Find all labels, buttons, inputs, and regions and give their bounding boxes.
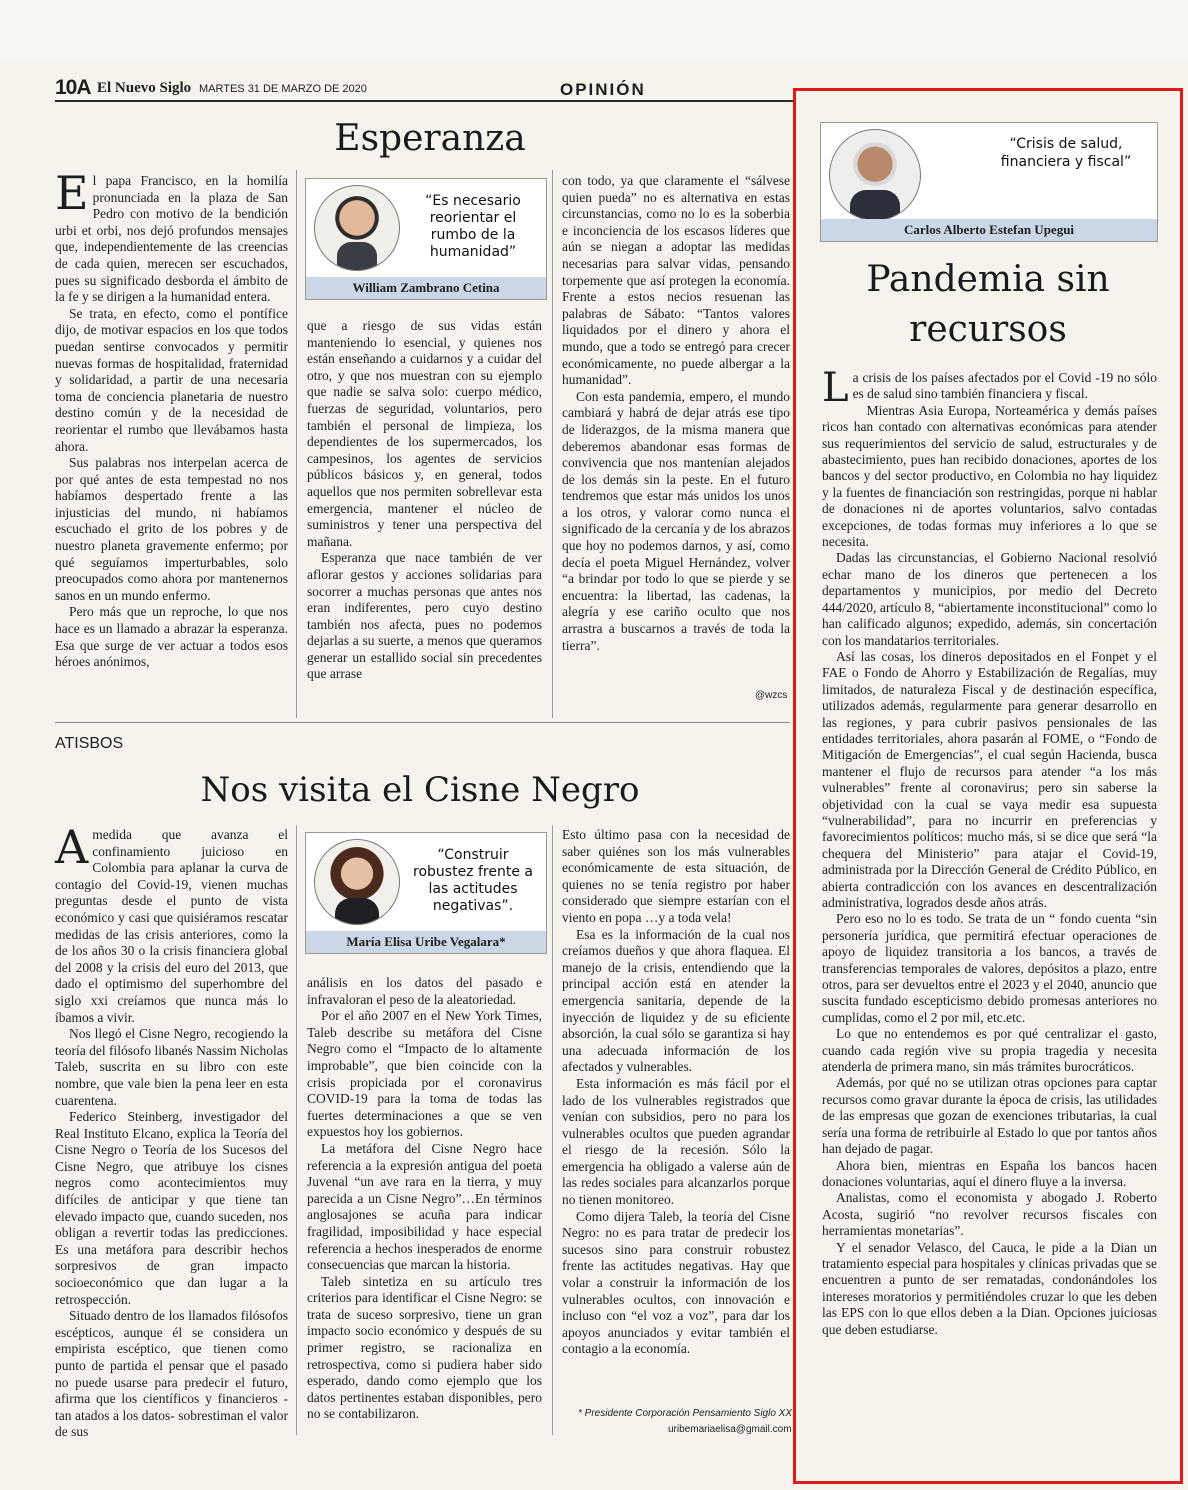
jacket-shape xyxy=(335,898,379,925)
esperanza-author-box xyxy=(305,178,547,300)
paragraph: Esperanza que nace también de ver aflorar gestos y acciones solidarias para socorrer a muchas personas que antes nos eran indiferentes, pero cuyo destino también nos afecta, pues no podemos dejarlas a su suerte, a menos que queramos generar un estallido social sin precedentes que arrase xyxy=(307,550,542,682)
pandemia-quote: “Crisis de salud, financiera y fiscal” xyxy=(1000,136,1132,170)
paragraph: Esa es la información de la cual nos creíamos dueños y que ahora flaquea. El manejo de la crisis, entendiendo que la principal acción está en atender la emergencia sanitaria, depende de la inyección de liquidez y de su eficiente absorción, la cual sólo se garantiza si hay una adecuada información de los afectados y vulnerables. xyxy=(562,926,790,1075)
paragraph: Taleb sintetiza en su artículo tres criterios para identificar el Cisne Negro: se trata de suceso sorpresivo, tiene un gran impacto socio económico y después de su primer registro, se racionaliza en retrospectiva, como si pudiera haber sido esperado, dando como ejemplo que los datos pertinentes estaban disponibles, pero no se contabilizaron. xyxy=(307,1273,542,1422)
paper-name: El Nuevo Siglo xyxy=(97,80,192,96)
pandemia-author-name: Carlos Alberto Estefan Upegui xyxy=(821,219,1157,241)
pandemia-title: Pandemia sin recursos xyxy=(866,259,1110,350)
atisbos-author-box xyxy=(305,832,547,954)
drop-cap: A xyxy=(55,820,89,874)
scan-top-margin xyxy=(0,0,1188,60)
masthead-rule xyxy=(55,100,795,102)
atisbos-title: Nos visita el Cisne Negro xyxy=(200,770,640,810)
paragraph: Esta información es más fácil por el lado de los vulnerables registrados que venían con subsidios, pero no para los vulnerables ocultos que pueden agrandar el riesgo de la recesión. Sólo la emergencia ha obligado a valerse aún de las redes sociales para alcanzarlos porque no tienen monitoreo. xyxy=(562,1075,790,1208)
paragraph: que a riesgo de sus vidas están manteniendo lo esencial, y quienes nos están enseñando a cuidarnos y a cuidar del otro, y que nos muestran con su ejemplo que nadie se salva solo: cuerpo médico, fuerzas de seguridad, voluntarios, pero también el personal de limpieza, los dependientes de los supermercados, los campesinos, los agentes de servicios públicos básicos y, en general, todos aquellos que nos permiten sobrellevar esta emergencia, mantener el núcleo de suministros y tener una perspectiva del mañana. xyxy=(307,318,542,549)
paragraph: La crisis de los países afectados por el Covid -19 no sólo es de salud sino también financiera y fiscal. xyxy=(822,370,1157,411)
paragraph: Además, por qué no se utilizan otras opciones para captar recursos como gravar durante la época de crisis, las utilidades de las empresas que gozan de exenciones tributarias, la cual sería una forma de retribuirle al Estado lo que por tantos años han dejado de pagar. xyxy=(822,1075,1157,1157)
paragraph: Así las cosas, los dineros depositados en el Fonpet y el FAE o Fondo de Ahorro y Estabilización de Regalías, muy limitados, de naturaleza Fiscal y de destinación específica, utilizados además, regularmente para generar desarrollo en las regiones, y para cubrir pasivos pensionales de las entidades territoriales, ahora pasarán al FOME, o “Fondo de Mitigación de Emergencias”, el cual según Hacienda, busca mantener el flujo de recursos para atender “a los más vulnerables” frente al coronavirus; pero sin saberse la objetividad con la cual se vaya medir esa supuesta “vulnerabilidad”, para no incurrir en preferencias y favorecimientos políticos: mucho más, si se dice que será “la chequera del Ministerio” para atajar el Covid-19, administrada por la Dirección General de Crédito Público, en abierta contradicción con los avances en descentralización administrativa, logrados desde años atrás. xyxy=(822,648,1157,910)
esperanza-column-1 xyxy=(55,166,288,671)
esperanza-column-2 xyxy=(307,318,542,683)
esperanza-column-3 xyxy=(562,173,790,688)
paragraph: Se trata, en efecto, como el pontífice dijo, de motivar espacios en los que todos puedan sentirse convocados y permitir nuevas formas de hospitalidad, fraternidad y solidaridad, a partir de una necesaria toma de conciencia planetaria de nuestro destino común y de la necesidad de reorientar el rumbo que llevábamos hasta ahora. xyxy=(55,305,288,454)
suit-shape xyxy=(850,190,900,220)
paragraph: Con esta pandemia, empero, el mundo cambiará y habrá de dejar atrás ese tipo de liderazgos, de la misma manera que deberemos abandonar esas formas de convivencia que nos mantenían alejados de los demás sin la peste. En el futuro tendremos que estar más unidos los unos a los otros, y valorar como nunca el significado de la cercanía y de los abrazos que hoy no podemos darnos, y así, como decía el poeta Miguel Hernández, volver “a brindar por todo lo que se pierde y se encuentra: la libertad, las cadenas, la alegría y ese cariño oculto que nos arrastra a buscarnos a través de toda la tierra”. xyxy=(562,388,790,653)
author-photo-uribe xyxy=(314,839,400,925)
paragraph: Pero eso no lo es todo. Se trata de un “ fondo cuenta “sin personería jurídica, que permitirá efectuar operaciones de apoyo de liquidez transitoria a los bancos, a través de transferencias temporales de valores, depósitos a plazo, entre otros, para ser devueltos entre el 2023 y el 2040, anuncio que suscita fundado escepticismo debido promesas anteriores no cumplidas, como el 2 por mil, etc.etc. xyxy=(822,911,1157,1025)
paragraph: A medida que avanza el confinamiento juicioso en Colombia para aplanar la curva de contagio del Covid-19, vienen muchas preguntas desde el punto de vista económico y casi que quisiéramos rescatar medidas de las crisis anteriores, como la de los años 30 o la crisis financiera global del 2008 y la crisis del euro del 2013, que dado el optimismo del superhombre del siglo xxi creíamos que nunca más lo íbamos a vivir. xyxy=(55,820,288,1025)
paragraph: El papa Francisco, en la homilía pronunciada en la plaza de San Pedro con motivo de la bendición urbi et orbi, nos dejó profundos mensajes que, independientemente de las creencias de cada quien, merecen ser escuchados, pues su significado desborda el ámbito de la fe y se dirigen a la humanidad entera. xyxy=(55,166,288,305)
author-photo-zambrano xyxy=(314,185,400,271)
esperanza-title: Esperanza xyxy=(334,118,526,159)
paragraph: Como dijera Taleb, la teoría del Cisne Negro: no es para tratar de predecir los sucesos sino para construir robustez frente las actitudes negativas. Hay que volar a construir la información de los vulnerables ocultos, con innovación e incluso con “el voz a voz”, para dar los apoyos anunciados y evitar también el contagio a la economía. xyxy=(562,1208,790,1357)
atisbos-quote: “Construir robustez frente a las actitudes negativas”. xyxy=(413,847,533,914)
atisbos-footnote: * Presidente Corporación Pensamiento Siglo XX xyxy=(578,1408,793,1419)
drop-cap: L xyxy=(822,370,849,411)
paragraph: Federico Steinberg, investigador del Real Instituto Elcano, explica la Teoría del Cisne Negro o Teoría de los Sucesos del Cisne Negro, que atribuye los cisnes negros como acontecimientos muy difíciles de anticipar y que tiene tan elevado impacto que, cuando suceden, nos obligan a revertir todas las predicciones. Es una metáfora para describir hechos sorpresivos de gran impacto socioeconómico que dan lugar a la retrospección. xyxy=(55,1109,288,1307)
pandemia-body xyxy=(822,370,1157,1470)
paragraph: Situado dentro de los llamados filósofos escépticos, aunque él se considera un empirista escéptico, que tienen como punto de partida el pensar que el pasado no puede usarse para predecir el futuro, afirma que los científicos y financieros -tan atados a los datos- sobrestiman el valor de sus xyxy=(55,1308,288,1440)
atisbos-column-2 xyxy=(307,975,542,1423)
esperanza-author-name: William Zambrano Cetina xyxy=(306,277,546,299)
paragraph: La metáfora del Cisne Negro hace referencia a la expresión antigua del poeta Juvenal “un ave rara en la tierra, y muy parecida a un Cisne Negro”…En términos anglosajones se acuña para indicar fragilidad, imposibilidad y hace especial referencia a hechos inesperados de enorme consecuencias que marcan la historia. xyxy=(307,1140,542,1273)
section-name: OPINIÓN xyxy=(560,80,646,99)
atisbos-author-name: María Elisa Uribe Vegalara* xyxy=(306,931,546,953)
atisbos-column-3 xyxy=(562,827,790,1402)
column-divider xyxy=(552,825,553,1435)
column-divider xyxy=(296,170,297,718)
suit-shape xyxy=(337,242,377,271)
paragraph: Por el año 2007 en el New York Times, Taleb describe su metáfora del Cisne Negro como el “Impacto de lo altamente improbable”, que bien coincide con la crisis propiciada por el coronavirus COVID-19 para la toma de todas las fuertes determinaciones a que se ven expuestos hoy los gobiernos. xyxy=(307,1008,542,1140)
atisbos-label: ATISBOS xyxy=(55,735,124,752)
issue-date: MARTES 31 DE MARZO DE 2020 xyxy=(199,83,367,95)
page-number: 10A xyxy=(55,76,91,99)
paragraph: con todo, ya que claramente el “sálvese quien pueda” no es alternativa en estas circunstancias, como no lo es la soberbia e inconciencia de los escasos líderes que aún se niegan a adoptar las medidas necesarias para salvar vidas, pensando torpemente que así protegen la economía. Frente a estos necios resuenan las palabras de Sábato: “Tantos valores liquidados por el dinero y ahora el mundo, que a todo se entregó para crecer económicamente, no puede albergar a la humanidad”. xyxy=(562,173,790,388)
atisbos-email: uribemariaelisa@gmail.com xyxy=(668,1424,792,1435)
section-divider xyxy=(55,722,790,723)
paragraph: Dadas las circunstancias, el Gobierno Nacional resolvió echar mano de los dineros que pertenecen a los departamentos y municipios, por medio del Decreto 444/2020, artículo 8, “abiertamente inconstitucional” como lo han calificado algunos; expedido, además, sin concertación con los mandatarios territoriales. xyxy=(822,550,1157,648)
paragraph: Ahora bien, mientras en España los bancos hacen donaciones voluntarias, aquí el dinero fluye a la inversa. xyxy=(822,1157,1157,1189)
paragraph: Lo que no entendemos es por qué centralizar el gasto, cuando cada región vive su propia tragedia y necesita atenderla de primera mano, sin más trámites burocráticos. xyxy=(822,1026,1157,1075)
column-divider xyxy=(296,825,297,1435)
paragraph: Mientras Asia Europa, Norteamérica y demás países ricos han contado con alternativas económicas para atender sus requerimientos del servicio de salud, estructurales y de abastecimiento, pues han recibido donaciones, aportes de los bancos y del sector productivo, en Colombia no hay liquidez y la fuentes de financiación son restringidas, porque ni hablar de donaciones ni de aportes voluntarios, salvo contadas excepciones, de todas formas muy inferiores a lo que se necesita. xyxy=(822,402,1157,550)
paragraph: análisis en los datos del pasado e infravaloran el peso de la aleatoriedad. xyxy=(307,975,542,1007)
column-divider xyxy=(552,170,553,718)
pandemia-author-box xyxy=(820,122,1158,242)
esperanza-quote: “Es necesario reorientar el rumbo de la humanidad” xyxy=(425,193,521,260)
paragraph: Sus palabras nos interpelan acerca de por qué antes de esta tempestad no nos habíamos despertado frente a las injusticias del mundo, ni habíamos escuchado el grito de los pobres y de nuestro planeta gravemente enfermo; por qué seguíamos imperturbables, solo preocupados como ahora por mantenernos sanos en un mundo enfermo. xyxy=(55,455,288,603)
atisbos-column-1 xyxy=(55,820,288,1441)
esperanza-signoff: @wzcs xyxy=(755,690,788,701)
paragraph: Esto último pasa con la necesidad de saber quiénes son los más vulnerables económicamente de esta situación, de quienes no se tenía registro por haber considerado que siempre estarían con el viento en popa …y a toda vela! xyxy=(562,827,790,925)
paragraph: Y el senador Velasco, del Cauca, le pide a la Dian un tratamiento especial para hospitales y clínicas privadas que se encuentren a punto de ser rematadas, condonándoles los intereses moratorios y permitiéndoles cruzar lo que les deben las EPS con lo que ellos deben a la Dian. Opciones juiciosas que deben estudiarse. xyxy=(822,1239,1157,1337)
drop-cap: E xyxy=(55,166,89,220)
paragraph: Pero más que un reproche, lo que nos hace es un llamado a abrazar la esperanza. Esa que surge de ver actuar a todos esos héroes anónimos, xyxy=(55,604,288,670)
paragraph: Analistas, como el economista y abogado J. Roberto Acosta, sugirió “no revolver recursos fiscales con herramientas monetarias”. xyxy=(822,1190,1157,1239)
paragraph: Nos llegó el Cisne Negro, recogiendo la teoría del filósofo libanés Nassim Nicholas Taleb, suscrita en su libro con este nombre, que vale bien la pena leer en esta cuarentena. xyxy=(55,1026,288,1108)
author-photo-estefan xyxy=(829,129,921,221)
